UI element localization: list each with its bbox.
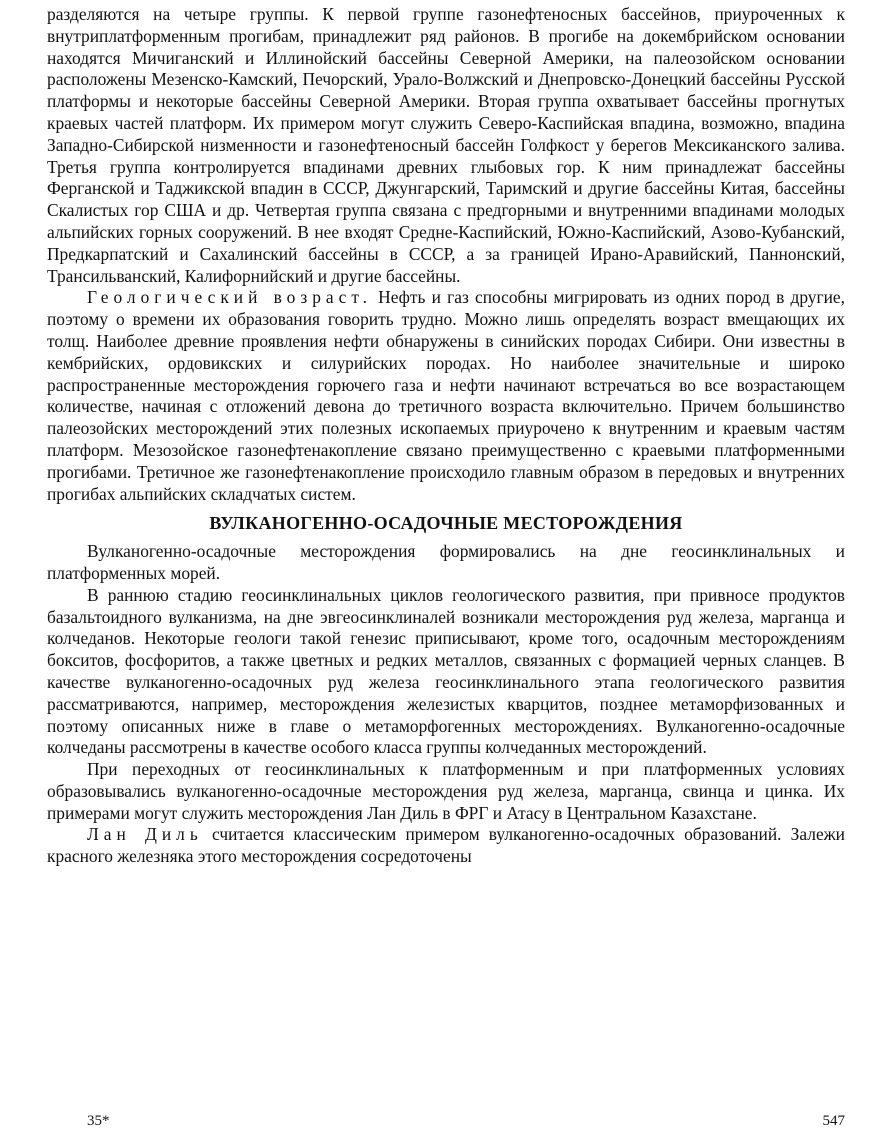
page-footer bbox=[47, 1113, 845, 1137]
paragraph-basin-groups: разделяются на четыре группы. К первой группе газонефтеносных бассейнов, приуроченных к внутриплатформенным прогибам, принадлежит ряд районов. В прогибе на докембрийском основании находятся Мичиганский и Иллинойский бассейны Северной Америки, на палеозойском основании расположены Мезенско-Камский, Печорский, Урало-Волжский и Днепровско-Донецкий бассейны Русской платформы и некоторые бассейны Северной Америки. Вторая группа охватывает бассейны прогнутых краевых частей платформ. Их примером могут служить Северо-Каспийская впадина, возможно, впадина Западно-Сибирской низменности и газонефтеносный бассейн Голфкост у берегов Мексиканского залива. Третья группа контролируется впадинами древних глыбовых гор. К ним принадлежат бассейны Ферганской и Таджикской впадин в СССР, Джунгарский, Таримский и другие бассейны Китая, бассейны Скалистых гор США и др. Четвертая группа связана с предгорными и внутренними впадинами молодых альпийских горных сооружений. В нее входят Средне-Каспийский, Южно-Каспийский, Азово-Кубанский, Предкарпатский и Сахалинский бассейны в СССР, а за границей Ирано-Аравийский, Паннонский, Трансильванский, Калифорнийский и другие бассейны. bbox=[47, 4, 845, 286]
paragraph-early-stage: В раннюю стадию геосинклинальных циклов геологического развития, при привносе продуктов базальтоидного вулканизма, на дне эвгеосинклиналей возникали месторождения руд железа, марганца и колчеданов. Некоторые геологи такой генезис приписывают, кроме того, осадочным месторождениям бокситов, фосфоритов, а также цветных и редких металлов, связанных с формацией черных сланцев. В качестве вулканогенно-осадочных руд железа геосинклинального этапа геологического развития рассматриваются, например, месторождения железистых кварцитов, позднее метаморфизованных и поэтому описанных ниже в главе о метаморфогенных месторождениях. Вулканогенно-осадочные колчеданы рассмотрены в качестве особого класса группы колчеданных месторождений. bbox=[47, 584, 845, 758]
geological-age-body: Нефть и газ способны мигрировать из одних пород в другие, поэтому о времени их образования говорить трудно. Можно лишь определять возраст вмещающих их толщ. Наиболее древние проявления нефти обнаружены в синийских породах Сибири. Они известны в кембрийских, ордовикских и силурийских породах. Но наиболее значительные и широко распространенные месторождения горючего газа и нефти начинают встречаться во все возрастающем количестве, начиная с отложений девона до третичного возраста включительно. Причем большинство палеозойских месторождений этих полезных ископаемых приурочено к внутренним и краевым частям платформ. Мезозойское газонефтенакопление связано преимущественно с краевыми платформенными прогибами. Третичное же газонефтенакопление происходило главным образом в передовых и внутренних прогибах альпийских складчатых систем. bbox=[47, 287, 845, 504]
page-number: 547 bbox=[822, 1113, 845, 1129]
paragraph-geological-age bbox=[47, 287, 845, 505]
page-body bbox=[47, 4, 845, 868]
signature-mark: 35* bbox=[87, 1113, 110, 1129]
paragraph-volcanogenic-intro: Вулканогенно-осадочные месторождения формировались на дне геосинклинальных и платформенных морей. bbox=[47, 541, 845, 583]
section-heading: ВУЛКАНОГЕННО-ОСАДОЧНЫЕ МЕСТОРОЖДЕНИЯ bbox=[209, 513, 683, 534]
lan-dil-body: считается классическим примером вулканогенно-осадочных образований. Залежи красного железняка этого месторождения сосредоточены bbox=[47, 824, 845, 867]
spaced-lead-geological-age: Геологический возраст. bbox=[87, 287, 372, 308]
paragraph-transitional: При переходных от геосинклинальных к платформенным и при платформенных условиях образовывались вулканогенно-осадочные месторождения руд железа, марганца, свинца и цинка. Их примерами могут служить месторождения Лан Диль в ФРГ и Атасу в Центральном Казахстане. bbox=[47, 759, 845, 823]
paragraph-lan-dil bbox=[47, 824, 845, 868]
spaced-lead-lan-dil: Лан Диль bbox=[87, 824, 203, 845]
